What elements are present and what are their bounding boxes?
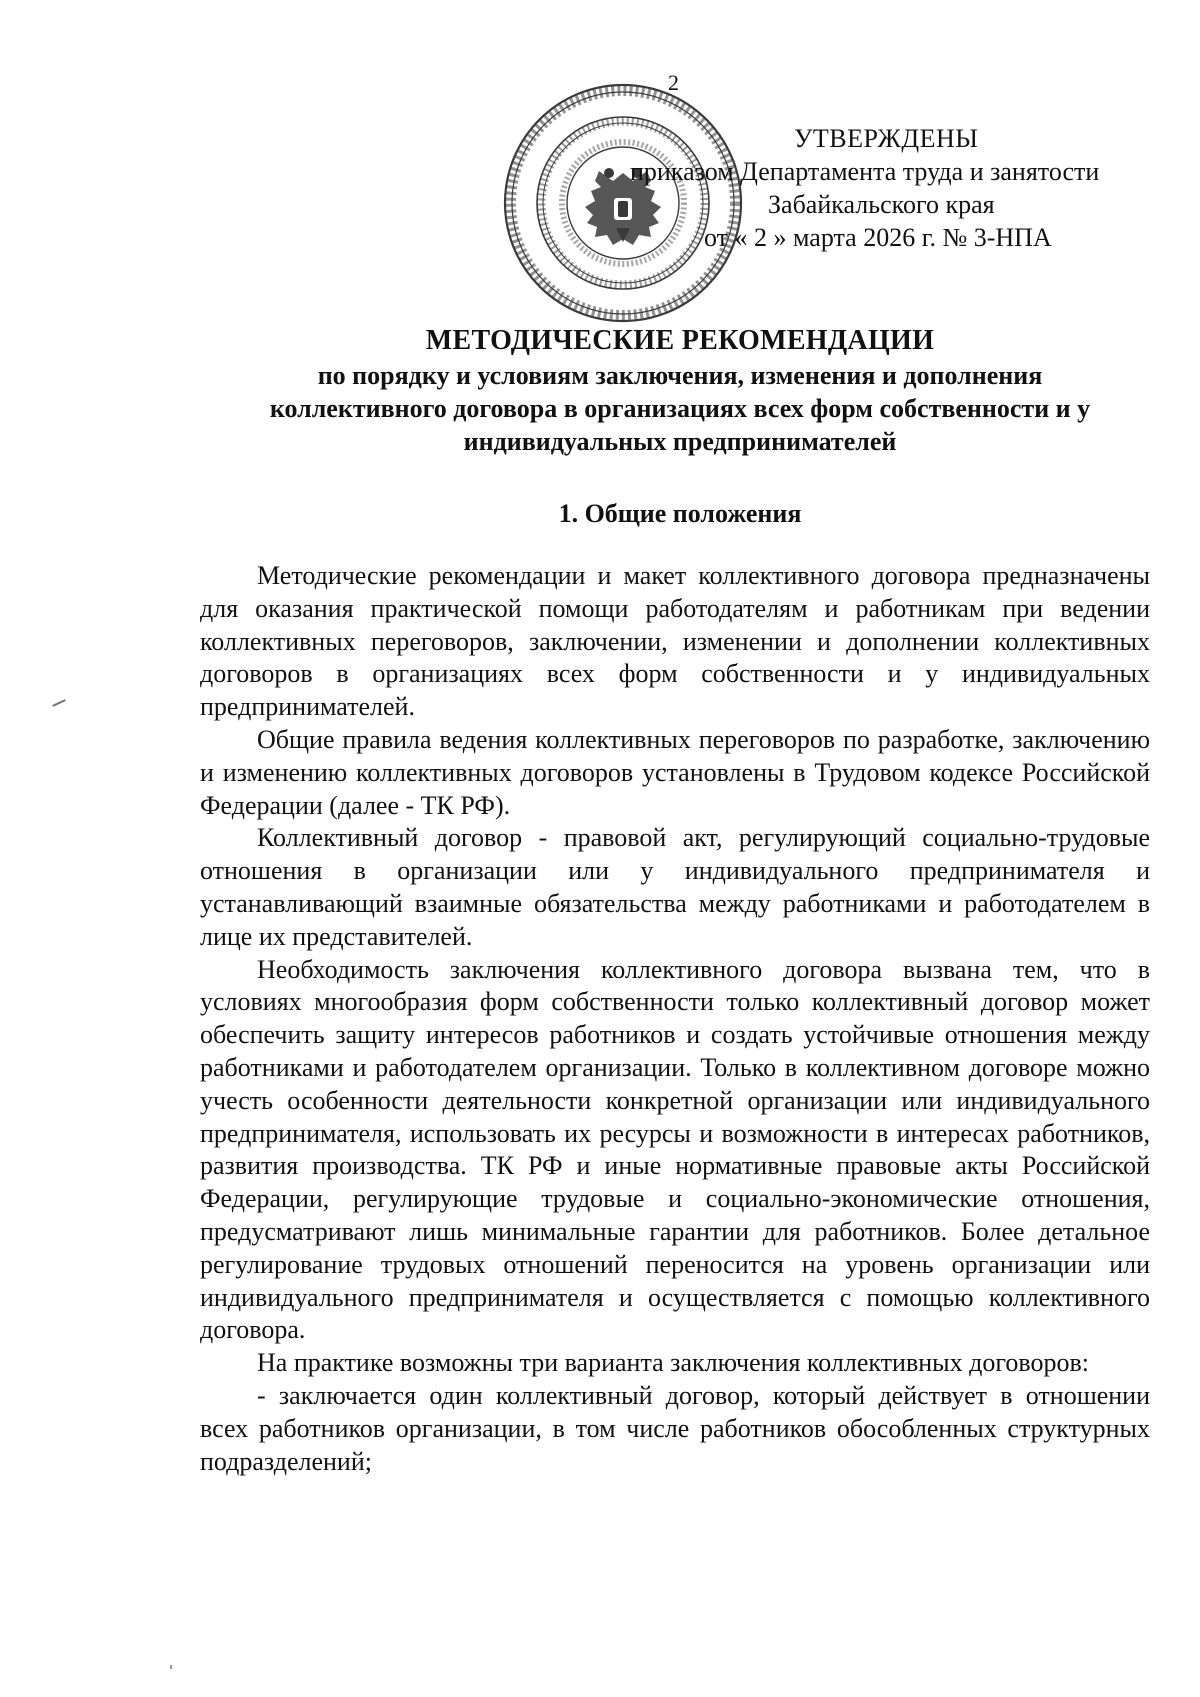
approval-region: Забайкальского края (768, 190, 995, 219)
paragraph: Общие правила ведения коллективных переговоров по разработке, заключению и изменению коллективных договоров установлены в Трудовом кодексе Российской Федерации (далее - ТК РФ). (200, 724, 1150, 820)
paragraph: На практике возможны три варианта заключения коллективных договоров: (257, 1348, 1089, 1378)
document-subtitle-line: индивидуальных предпринимателей (463, 427, 897, 456)
document-title: МЕТОДИЧЕСКИЕ РЕКОМЕНДАЦИИ (425, 325, 935, 356)
paragraph: Методические рекомендации и макет коллективного договора предназначены для оказания практической помощи работодателям и работникам при ведении коллективных переговоров, заключении, изменении и дополнении коллективных договоров в организациях всех форм собственности и у индивидуальных предпринимателей. (200, 561, 1150, 722)
document-title-block (160, 323, 1200, 458)
approval-block (630, 122, 1170, 254)
paragraph: Коллективный договор - правовой акт, регулирующий социально-трудовые отношения в организации или у индивидуального предпринимателя и устанавливающий взаимные обязательства между работниками и работодателем в лице их представителей. (200, 823, 1150, 951)
page-number: 2 (668, 70, 679, 95)
paragraph: Необходимость заключения коллективного договора вызвана тем, что в условиях многообразия форм собственности только коллективный договор может обеспечить защиту интересов работников и создать устойчивые отношения между работниками и работодателем организации. Только в коллективном договоре можно учесть особенности деятельности конкретной организации или индивидуального предпринимателя, использовать их ресурсы и возможности в интересах работников, развития производства. ТК РФ и иные нормативные правовые акты Российской Федерации, регулирующие трудовые и социально-экономические отношения, предусматривают лишь минимальные гарантии для работников. Более детальное регулирование трудовых отношений переносится на уровень организации или индивидуального предпринимателя и осуществляется с помощью коллективного договора. (200, 954, 1150, 1345)
document-subtitle-line: коллективного договора в организациях всех форм собственности и у (269, 394, 1091, 423)
scan-margin-mark (52, 699, 66, 707)
list-item-paragraph: - заключается один коллективный договор, который действует в отношении всех работников организации, в том числе работников обособленных структурных подразделений; (200, 1380, 1150, 1476)
body-text (200, 560, 1150, 1478)
approval-date: от « 2 » марта 2026 г. № 3-НПА (704, 223, 1052, 252)
document-subtitle-line: по порядку и условиям заключения, изменения и дополнения (317, 361, 1043, 390)
scan-margin-dot (170, 1665, 172, 1669)
section-heading: 1. Общие положения (558, 499, 802, 528)
approval-order: приказом Департамента труда и занятости (630, 157, 1100, 186)
approval-title: УТВЕРЖДЕНЫ (794, 124, 979, 153)
